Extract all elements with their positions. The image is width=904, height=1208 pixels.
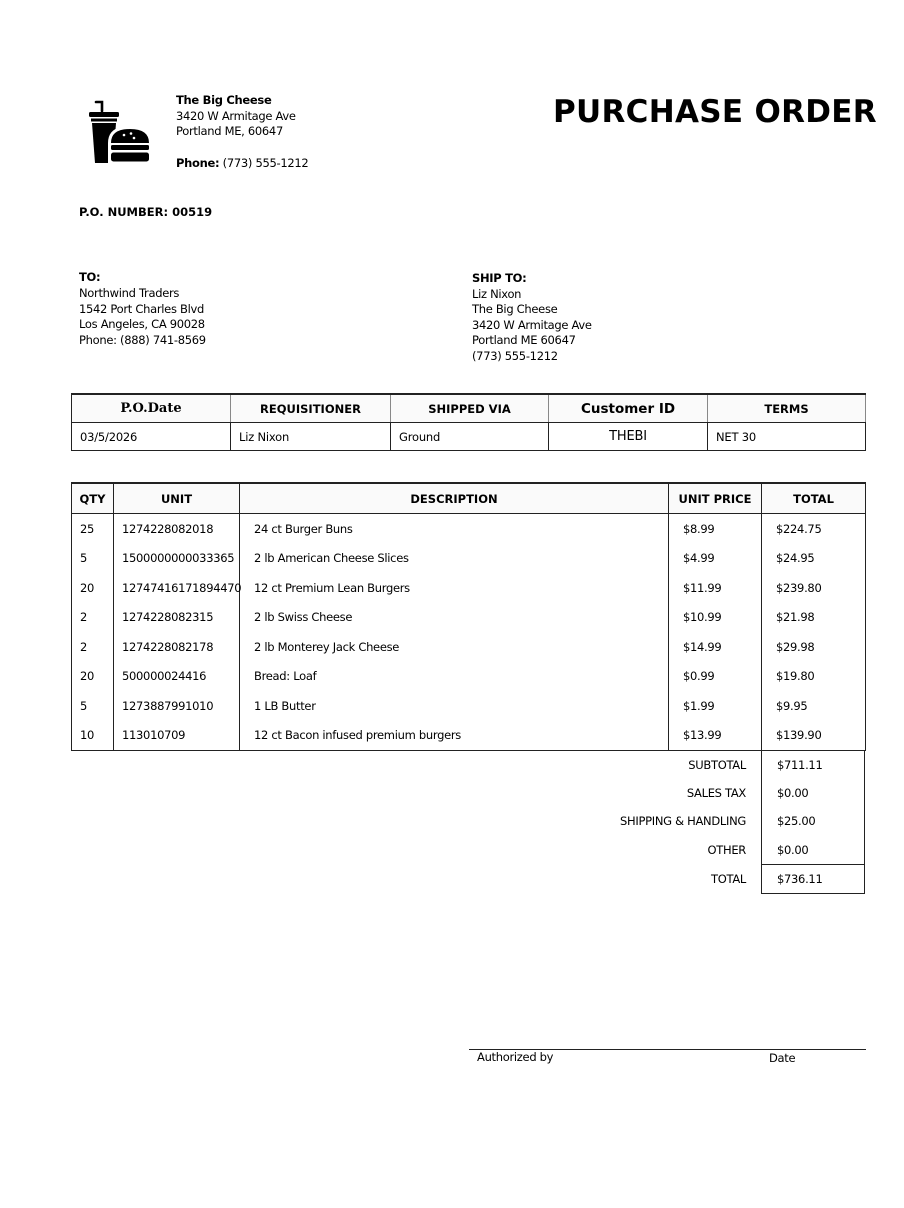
item-total: $239.80	[762, 573, 866, 603]
header-unit: UNIT	[114, 483, 240, 514]
subtotal-row	[560, 751, 865, 779]
header-qty: QTY	[72, 483, 114, 514]
authorized-by-label: Authorized by	[477, 1050, 554, 1064]
item-description: 2 lb American Cheese Slices	[240, 544, 669, 574]
item-unit-price: $13.99	[669, 721, 762, 751]
item-unit-price: $14.99	[669, 632, 762, 662]
header-customer-id: Customer ID	[549, 394, 708, 423]
customer-id: THEBI	[549, 423, 708, 451]
date-label: Date	[769, 1051, 796, 1065]
grand-total-label: TOTAL	[711, 871, 746, 886]
ship-to-label: SHIP TO:	[472, 271, 527, 285]
item-description: 24 ct Burger Buns	[240, 514, 669, 544]
header-requisitioner: REQUISITIONER	[231, 394, 391, 423]
header-description: DESCRIPTION	[240, 483, 669, 514]
item-unit: 1274228082178	[114, 632, 240, 662]
header-total: TOTAL	[762, 483, 866, 514]
requisitioner: Liz Nixon	[231, 423, 391, 451]
item-total: $224.75	[762, 514, 866, 544]
item-unit-price: $10.99	[669, 603, 762, 633]
company-phone-label: Phone:	[176, 155, 220, 170]
other-row	[560, 836, 865, 865]
shipped-via: Ground	[391, 423, 549, 451]
item-qty: 10	[72, 721, 114, 751]
table-row	[72, 544, 866, 574]
terms: NET 30	[708, 423, 866, 451]
ship-to-line: (773) 555-1212	[472, 348, 558, 363]
item-unit-price: $11.99	[669, 573, 762, 603]
ship-to-line: Portland ME 60647	[472, 333, 576, 348]
item-qty: 5	[72, 691, 114, 721]
item-unit-price: $1.99	[669, 691, 762, 721]
item-total: $29.98	[762, 632, 866, 662]
header-terms: TERMS	[708, 394, 866, 423]
shipping-row	[560, 807, 865, 835]
item-unit: 12747416171894470	[114, 573, 240, 603]
ship-to-line: Liz Nixon	[472, 286, 522, 301]
shipping-label: SHIPPING & HANDLING	[620, 814, 746, 829]
item-description: 2 lb Swiss Cheese	[240, 603, 669, 633]
drink-and-burger-icon	[86, 99, 154, 165]
table-row	[72, 603, 866, 633]
table-header-row	[72, 394, 866, 423]
to-line: 1542 Port Charles Blvd	[79, 301, 204, 316]
item-unit: 1500000000033365	[114, 544, 240, 574]
company-phone-value: (773) 555-1212	[222, 155, 309, 170]
table-row	[72, 632, 866, 662]
table-row	[72, 573, 866, 603]
item-unit-price: $0.99	[669, 662, 762, 692]
item-description: 1 LB Butter	[240, 691, 669, 721]
item-unit-price: $4.99	[669, 544, 762, 574]
line-items-table	[71, 482, 866, 751]
to-line: Los Angeles, CA 90028	[79, 317, 205, 332]
company-address-line2: Portland ME, 60647	[176, 124, 283, 138]
item-total: $9.95	[762, 691, 866, 721]
company-phone	[176, 156, 308, 172]
shipping-value: $25.00	[762, 807, 865, 835]
other-value: $0.00	[762, 836, 865, 865]
table-header-row	[72, 483, 866, 514]
item-qty: 2	[72, 603, 114, 633]
po-number-value: 00519	[172, 205, 213, 219]
header-shipped-via: SHIPPED VIA	[391, 394, 549, 423]
order-info-table	[71, 393, 866, 451]
header-unit-price: UNIT PRICE	[669, 483, 762, 514]
company-address-line1: 3420 W Armitage Ave	[176, 108, 296, 123]
grand-total-row	[560, 864, 865, 893]
item-qty: 2	[72, 632, 114, 662]
ship-to-address	[472, 271, 592, 365]
to-line: Northwind Traders	[79, 285, 180, 300]
ship-to-line: The Big Cheese	[472, 302, 558, 317]
other-label: OTHER	[707, 842, 746, 857]
item-unit: 1273887991010	[114, 691, 240, 721]
item-description: 2 lb Monterey Jack Cheese	[240, 632, 669, 662]
item-description: Bread: Loaf	[240, 662, 669, 692]
subtotal-label: SUBTOTAL	[688, 758, 746, 773]
item-qty: 20	[72, 662, 114, 692]
to-label: TO:	[79, 270, 101, 284]
company-info	[176, 93, 308, 171]
page-title: PURCHASE ORDER	[553, 94, 877, 130]
table-row	[72, 691, 866, 721]
sales-tax-value: $0.00	[762, 779, 865, 807]
item-unit: 1274228082315	[114, 603, 240, 633]
po-number-label: P.O. NUMBER:	[79, 205, 169, 219]
table-row	[72, 423, 866, 451]
po-date: 03/5/2026	[72, 423, 231, 451]
grand-total-value: $736.11	[762, 864, 865, 893]
table-row	[72, 662, 866, 692]
sales-tax-row	[560, 779, 865, 807]
item-unit: 113010709	[114, 721, 240, 751]
sales-tax-label: SALES TAX	[686, 786, 746, 801]
item-unit: 500000024416	[114, 662, 240, 692]
item-description: 12 ct Bacon infused premium burgers	[240, 721, 669, 751]
item-unit: 1274228082018	[114, 514, 240, 544]
item-total: $21.98	[762, 603, 866, 633]
item-total: $24.95	[762, 544, 866, 574]
table-row	[72, 721, 866, 751]
item-total: $19.80	[762, 662, 866, 692]
vendor-address	[79, 270, 206, 349]
item-qty: 25	[72, 514, 114, 544]
item-unit-price: $8.99	[669, 514, 762, 544]
po-number	[79, 205, 212, 219]
header-po-date: P.O.Date	[72, 394, 231, 423]
ship-to-line: 3420 W Armitage Ave	[472, 317, 592, 332]
table-row	[72, 514, 866, 544]
item-qty: 5	[72, 544, 114, 574]
subtotal-value: $711.11	[762, 751, 865, 779]
item-qty: 20	[72, 573, 114, 603]
item-description: 12 ct Premium Lean Burgers	[240, 573, 669, 603]
to-line: Phone: (888) 741-8569	[79, 333, 206, 348]
item-total: $139.90	[762, 721, 866, 751]
totals-table	[560, 751, 865, 894]
company-name: The Big Cheese	[176, 93, 272, 107]
